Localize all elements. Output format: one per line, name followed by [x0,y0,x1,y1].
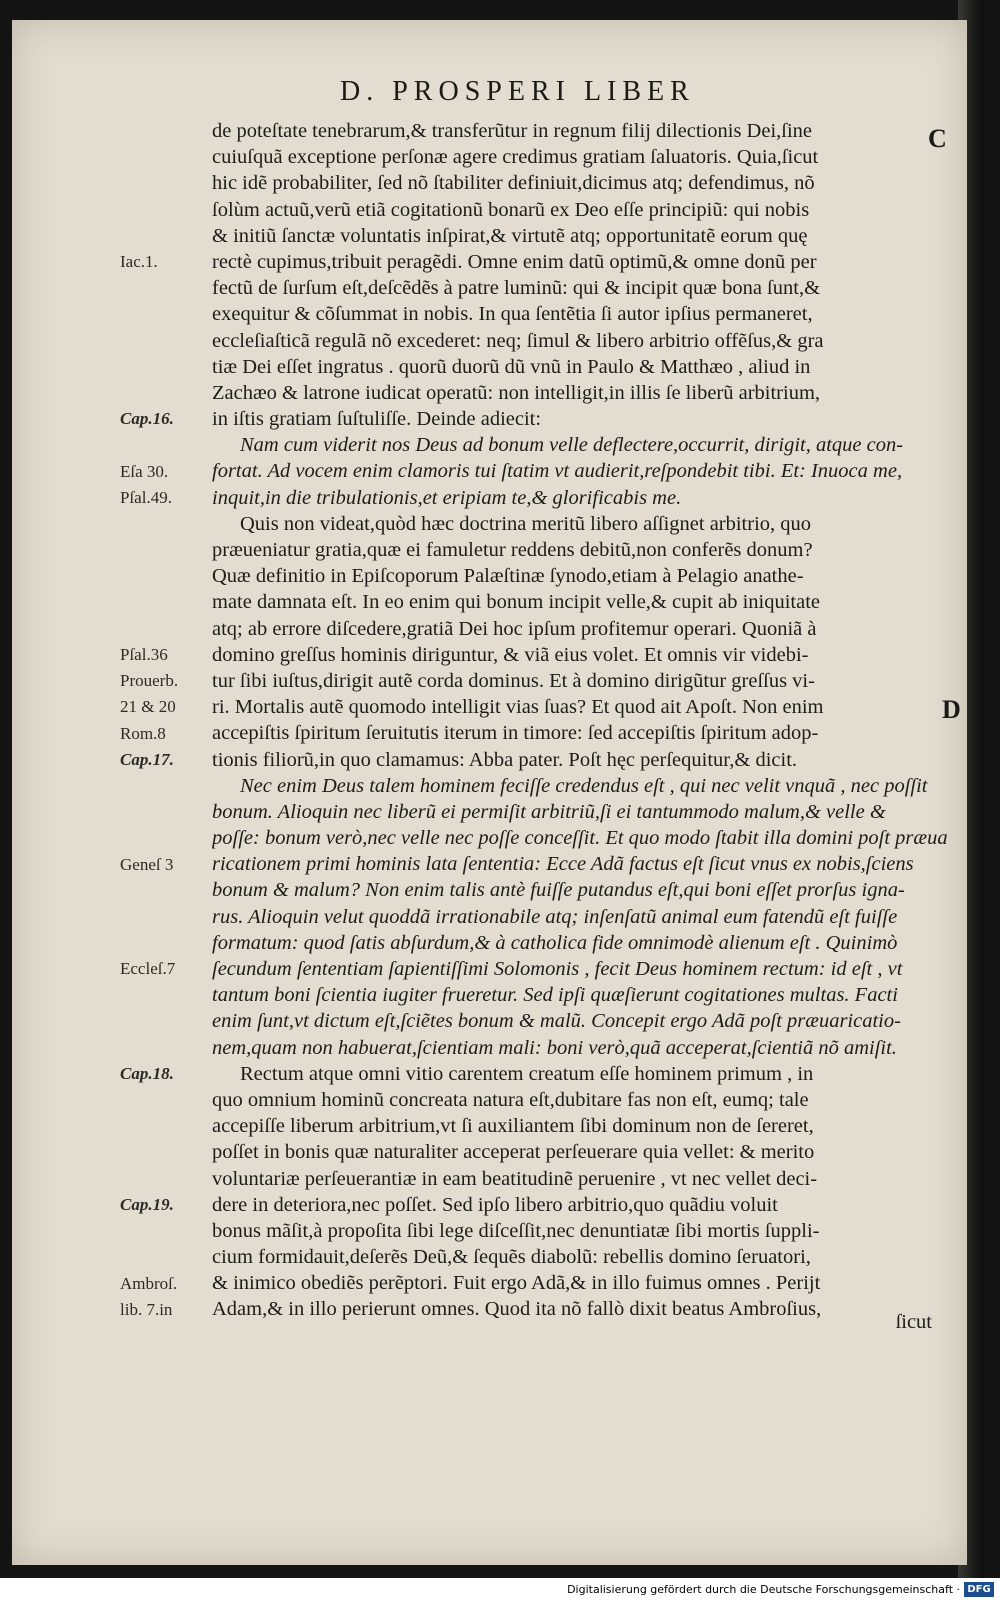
text-line: Rectum atque omni vitio carentem creatum eſſe hominem primum , in [240,1062,814,1085]
funding-credit: Digitalisierung gefördert durch die Deutsche Forschungsgemeinschaft · [567,1583,960,1596]
text-line: & initiũ ſanctæ voluntatis inſpirat,& virtutẽ atq; opportunitatẽ eorum quę [212,224,808,247]
text-line: de poteſtate tenebrarum,& transferũtur in regnum filij dilectionis Dei,ſine [212,120,813,142]
text-line: rectè cupimus,tribuit peragẽdi. Omne enim datũ optimũ,& omne donũ per [212,250,817,273]
text-line: rus. Alioquin velut quoddã irrationabile atq; inſenſatũ animal eum fatendũ eſt fuiſſe [212,905,898,928]
text-line: in iſtis gratiam ſuſtuliſſe. Deinde adiecit: [212,408,542,431]
section-letter-d: D [942,695,961,724]
text-line: voluntariæ perſeuerantiæ in eam beatitudinẽ peruenire , vt nec vellet deci- [212,1167,818,1190]
margin-note: Cap.17. [120,749,174,769]
margin-note: Cap.19. [120,1195,174,1215]
text-line: inquit,in die tribulationis,et eripiam te,& glorificabis me. [212,486,682,509]
margin-note: Pſal.49. [120,487,172,507]
text-line: Zachæo & latrone iudicat operatũ: non intelligit,in illis ſe liberũ arbitrium, [212,381,821,404]
text-line: cium formidauit,deſerẽs Deũ,& ſequẽs diabolũ: rebellis domino ſeruatori, [212,1246,811,1269]
text-line: præueniatur gratia,quæ ei famuletur reddens debitũ,non conferẽs donum? [212,539,813,561]
text-line: exequitur & cõſummat in nobis. In qua ſentẽtia ſi autor ipſius permaneret, [212,303,813,326]
text-line: ſolùm actuũ,verũ etiã cogitationũ bonarũ ex Deo eſſe principiũ: qui nobis [212,198,810,221]
text-line: fectũ de ſurſum eſt,deſcẽdẽs à patre luminũ: qui & incipit quæ bona ſunt,& [212,277,821,300]
main-text-block [212,118,948,1323]
text-line: tionis filiorũ,in quo clamamus: Abba pater. Poſt hęc perſequitur,& dicit. [212,748,798,771]
text-line: Nec enim Deus talem hominem feciſſe credendus eſt , qui nec velit vnquã , nec poſſit [240,774,928,797]
text-line: mate damnata eſt. In eo enim qui bonum incipit velle,& cupit ab iniquitate [212,591,821,614]
text-line: accepiſtis ſpiritum ſeruitutis iterum in timore: ſed accepiſtis ſpiritum adop- [212,722,819,745]
margin-note: lib. 7.in [120,1300,173,1319]
text-line: atq; ab errore diſcedere,gratiã Dei hoc ipſum profitemur operari. Quoniã à [212,617,817,640]
running-title: D. PROSPERI LIBER [340,76,695,107]
text-line: enim ſunt,vt dictum eſt,ſciẽtes bonum & malũ. Concepit ergo Adã poſt præuaricatio- [212,1010,901,1033]
text-line: bonum. Alioquin nec liberũ ei permiſit arbitriũ,ſi ei tantummodo malum,& velle & [212,800,886,823]
text-line: ſecundum ſententiam ſapientiſſimi Solomonis , fecit Deus hominem rectum: id eſt , vt [212,958,903,980]
margin-note: Geneſ 3 [120,854,174,874]
text-line: accepiſſe liberum arbitrium,vt ſi auxiliantem ſibi dominum non de ſereret, [212,1115,814,1138]
text-line: formatum: quod ſatis abſurdum,& à catholica fide omnimodè alienum eſt . Quinimò [212,931,898,954]
text-line: nem,quam non habuerat,ſcientiam mali: boni verò,quã acceperat,ſcientiã nõ amiſit. [212,1036,897,1059]
text-line: Nam cum viderit nos Deus ad bonum velle deflectere,occurrit, dirigit, atque con- [240,434,904,457]
text-line: Quæ definitio in Epiſcoporum Palæſtinæ ſynodo,etiam à Pelagio anathe- [212,565,804,588]
margin-note: Cap.16. [120,409,174,429]
text-line: hic idẽ probabiliter, ſed nõ ſtabiliter definiuit,dicimus atq; defendimus, nõ [212,172,815,195]
margin-note: Pſal.36 [120,645,168,664]
margin-note: Ambroſ. [120,1273,178,1293]
margin-note: Eſa 30. [120,461,169,481]
margin-note: Cap.18. [120,1064,174,1084]
text-line: dere in deteriora,nec poſſet. Sed ipſo libero arbitrio,quo quãdiu voluit [212,1193,778,1216]
text-line: poſſe: bonum verò,nec velle nec poſſe conceſſit. Et quo modo ſtabit illa domini poſt præua [212,827,948,850]
footer-bar [0,1578,1000,1603]
margin-note: Eccleſ.7 [120,959,176,979]
text-line: tur ſibi iuſtus,dirigit autẽ corda dominus. Et à domino dirigũtur greſſus vi- [212,669,815,692]
section-letter-c: C [928,124,947,153]
text-line: ri. Mortalis autẽ quomodo intelligit vias ſuas? Et quod ait Apoſt. Non enim [212,696,824,719]
margin-note: 21 & 20 [120,697,176,717]
dfg-logo: DFG [964,1582,994,1597]
text-line: fortat. Ad vocem enim clamoris tui ſtatim vt audierit,reſpondebit tibi. Et: Inuoca me, [212,460,903,483]
text-line: domino greſſus hominis diriguntur, & viã eius volet. Et omnis vir videbi- [212,643,809,666]
text-line: Quis non videat,quòd hæc doctrina meritũ libero aſſignet arbitrio, quo [240,512,812,535]
text-line: bonum & malum? Non enim talis antè fuiſſe putandus eſt,qui boni eſſet prorſus igna- [212,879,905,902]
text-line: poſſet in bonis quæ naturaliter acceperat perſeuerare quia vellet: & merito [212,1141,815,1164]
text-line: Adam,& in illo perierunt omnes. Quod ita nõ fallò dixit beatus Ambroſius, [212,1298,822,1321]
text-line: bonus mãſit,à propoſita ſibi lege diſceſſit,nec denuntiatæ ſibi mortis ſuppli- [212,1219,820,1242]
text-line: tantum boni ſcientia iugiter frueretur. Sed ipſi quæſierunt cogitationes multas. Facti [212,984,898,1007]
text-line: tiæ Dei eſſet ingratus . quorũ duorũ dũ vnũ in Paulo & Matthæo , aliud in [212,355,811,378]
text-line: quo omnium hominũ concreata natura eſt,dubitare fas non eſt, eumq; tale [212,1088,809,1111]
margin-note: Iac.1. [120,252,158,271]
text-line: & inimico obediẽs perẽptori. Fuit ergo Adã,& in illo fuimus omnes . Perijt [212,1272,821,1295]
text-line: cuiuſquã exceptione perſonæ agere credimus gratiam ſaluatoris. Quia,ſicut [212,146,819,169]
text-line: eccleſiaſticã regulã nõ excederet: neq; ſimul & libero arbitrio offẽſus,& gra [212,329,824,352]
catchword: ſicut [895,1311,932,1333]
text-line: ricationem primi hominis lata ſententia: Ecce Adã factus eſt ſicut vnus ex nobis,ſciens [212,853,914,876]
margin-note: Prouerb. [120,671,179,691]
margin-note: Rom.8 [120,723,166,743]
